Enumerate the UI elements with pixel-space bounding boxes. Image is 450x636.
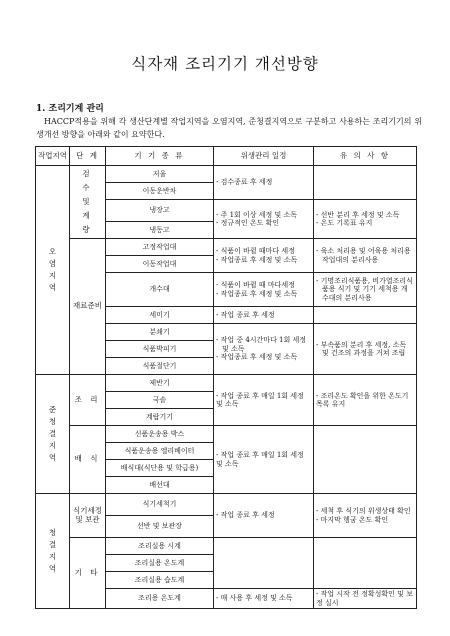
notes-cell xyxy=(314,494,417,538)
schedule-line: - 작업종료 후 세정 및 소독 xyxy=(216,255,298,264)
step-serve: 배 식 xyxy=(70,426,106,494)
notes-line: - 기명조리식품용, 비가열조리식품용 식기 및 기기 세척용 개수대의 분리사용 xyxy=(316,276,413,302)
schedule-cell xyxy=(214,200,314,239)
table-header-row xyxy=(36,147,417,166)
equipment-cell: 식품박피기 xyxy=(106,341,214,358)
page-title: 식자재 조리기기 개선방향 xyxy=(131,55,319,73)
equipment-cell: 이동운반차 xyxy=(106,183,214,200)
equipment-cell: 조리실용 습도계 xyxy=(106,572,214,589)
equipment-cell: 식기세척기 xyxy=(106,494,214,516)
equipment-cell: 조리용 온도계 xyxy=(106,589,214,609)
equipment-cell: 저울 xyxy=(106,166,214,183)
schedule-line: - 작업종료 후 세정 및 소독 xyxy=(216,289,298,298)
step-store: 식기세정 및 보관 xyxy=(70,494,106,538)
notes-line: - 마지막 헹굼 온도 확인 xyxy=(316,515,389,524)
schedule-line: - 식품이 바뀔 때 마다세정 xyxy=(216,281,295,289)
schedule-cell: - 매 사용 후 세정 및 소독 xyxy=(214,589,314,609)
notes-cell xyxy=(314,307,417,324)
notes-line: - 육소 처리용 및 어육용 처리용 작업대의 분리사용 xyxy=(316,247,411,264)
schedule-cell xyxy=(214,538,314,589)
header-equipment: 기 기 종 류 xyxy=(106,147,214,166)
schedule-cell: - 검수종료 후 세정 xyxy=(214,166,314,200)
equipment-cell: 선반 및 보관장 xyxy=(106,516,214,538)
step-cook: 조 리 xyxy=(70,375,106,426)
schedule-cell: - 작업 종료 후 매일 1회 세정 및 소독 xyxy=(214,375,314,426)
notes-cell xyxy=(314,324,417,375)
equipment-cell: 조리실용 시계 xyxy=(106,538,214,555)
equipment-cell: 세미기 xyxy=(106,307,214,324)
schedule-cell xyxy=(214,273,314,307)
header-notes: 유 의 사 항 xyxy=(314,147,417,166)
equipment-cell: 냉장고 xyxy=(106,200,214,222)
schedule-cell xyxy=(214,324,314,375)
notes-cell xyxy=(314,166,417,200)
equipment-cell: 배식대(식단용 및 학급용) xyxy=(106,460,214,477)
schedule-cell xyxy=(214,239,314,273)
step-inspect: 검수 및 계량 xyxy=(70,166,106,239)
equipment-cell: 개수대 xyxy=(106,273,214,307)
equipment-cell: 조리실용 온도계 xyxy=(106,555,214,572)
schedule-line: - 작업 중 4시간마다 1회 세정 및 소독 xyxy=(216,336,307,353)
equipment-cell: 분쇄기 xyxy=(106,324,214,341)
notes-cell: - 작업 시작 전 정확성확인 및 보정 실시 xyxy=(314,589,417,609)
equipment-cell: 제반기 xyxy=(106,375,214,392)
section-heading: 1. 조리기계 관리 xyxy=(36,104,104,114)
header-schedule: 위생관리 일정 xyxy=(214,147,314,166)
notes-cell xyxy=(314,426,417,494)
schedule-line: - 정규적인 온도 확인 xyxy=(216,219,280,227)
notes-cell xyxy=(314,273,417,307)
notes-line: - 온도 기록표 유지 xyxy=(316,219,373,227)
schedule-cell: - 작업 종료 후 세정 xyxy=(214,307,314,324)
area-contaminated: 오염지역 xyxy=(36,166,70,375)
equipment-cell: 배선대 xyxy=(106,477,214,494)
notes-cell xyxy=(314,239,417,273)
schedule-line: - 작업종료 후 세정 및 소독 xyxy=(216,353,298,362)
equipment-cell: 고정작업대 xyxy=(106,239,214,256)
equipment-table xyxy=(35,146,417,609)
equipment-cell: 이동작업대 xyxy=(106,256,214,273)
step-prep: 재료준비 xyxy=(70,239,106,375)
area-clean: 청결지역 xyxy=(36,494,70,609)
notes-cell: - 조리온도 확인을 위한 온도기 목록 유지 xyxy=(314,375,417,426)
equipment-cell: 식품운송용 엘리베이터 xyxy=(106,443,214,460)
equipment-cell: 냉동고 xyxy=(106,222,214,239)
header-step: 단 계 xyxy=(70,147,106,166)
step-other: 기 타 xyxy=(70,538,106,609)
intro-paragraph: HACCP적용을 위해 각 생산단계별 작업지역을 오염지역, 준청결지역으로 구분하고 사용하는 조리기기의 위생개선 방향을 아래와 같이 요약한다. xyxy=(36,117,422,139)
equipment-cell: 식품절단기 xyxy=(106,358,214,375)
schedule-cell: - 작업 종료 후 세정 xyxy=(214,494,314,538)
equipment-cell: 계랍기기 xyxy=(106,409,214,426)
notes-cell xyxy=(314,200,417,239)
header-area: 작업지역 xyxy=(36,147,70,166)
area-semi-clean: 준청결지역 xyxy=(36,375,70,494)
notes-line: - 선반 분리 후 세정 및 소독 xyxy=(316,210,400,219)
equipment-cell: 신품운송용 박스 xyxy=(106,426,214,443)
notes-line: - 세척 후 식기의 위생상태 확인 xyxy=(316,507,411,515)
notes-line: - 부속품의 분리 후 세정, 소독 및 건조의 과정을 거쳐 조립 xyxy=(316,340,407,357)
schedule-line: - 주 1회 이상 세정 및 소독 xyxy=(216,210,298,219)
schedule-cell: - 작업 종료 후 매일 1회 세정 및 소독 xyxy=(214,426,314,494)
equipment-cell: 국솥 xyxy=(106,392,214,409)
schedule-line: - 식품이 바뀔 때마다 세정 xyxy=(216,247,295,255)
notes-cell xyxy=(314,538,417,589)
